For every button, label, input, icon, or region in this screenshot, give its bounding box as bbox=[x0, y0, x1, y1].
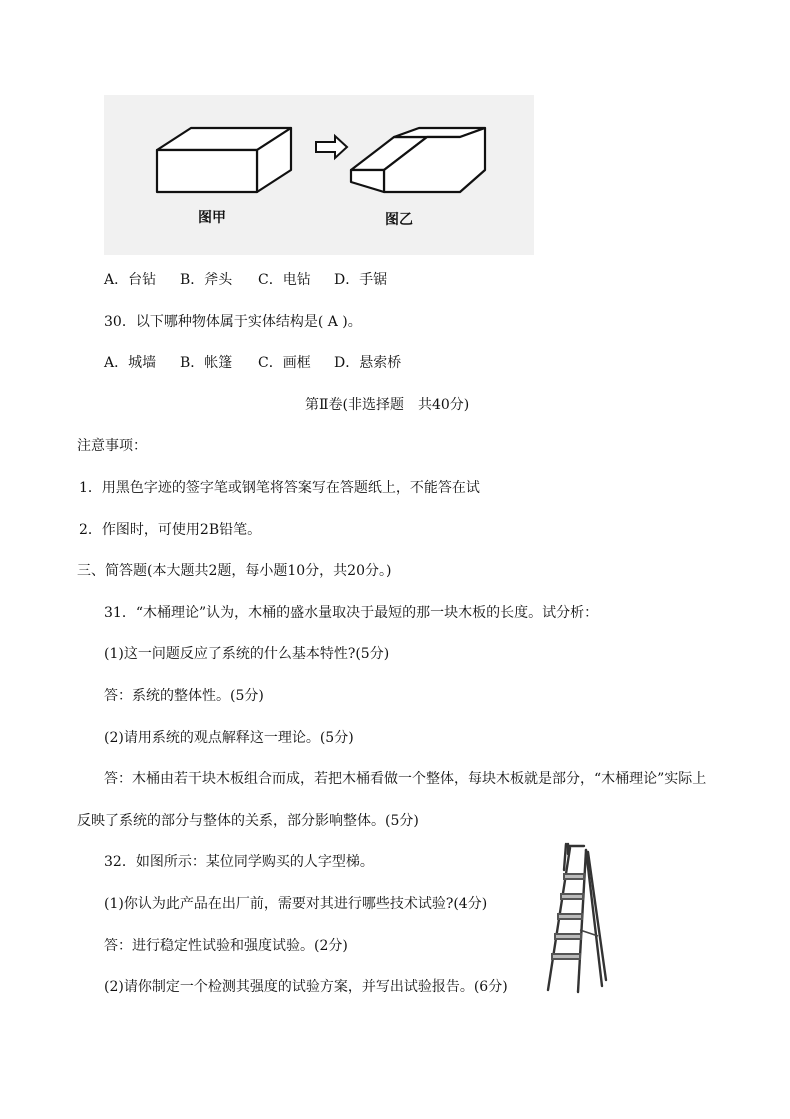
q32-sub2: (2)请你制定一个检测其强度的试验方案，并写出试验报告。(6分) bbox=[104, 979, 508, 995]
figure-b-label: 图乙 bbox=[385, 212, 413, 228]
q32-sub1: (1)你认为此产品在出厂前，需要对其进行哪些技术试验?(4分) bbox=[104, 896, 488, 912]
notice-title: 注意事项： bbox=[77, 438, 147, 454]
q30-stem: 30．以下哪种物体属于实体结构是( A )。 bbox=[104, 314, 362, 330]
q32-answer1: 答：进行稳定性试验和强度试验。(2分) bbox=[104, 938, 348, 954]
q29-options bbox=[104, 270, 387, 290]
q31-sub1: (1)这一问题反应了系统的什么基本特性?(5分) bbox=[104, 646, 390, 662]
q29-option-b: B．斧头 bbox=[180, 272, 233, 288]
q29-option-d: D．手锯 bbox=[334, 272, 388, 288]
q30-option-b: B．帐篷 bbox=[180, 355, 233, 371]
q31-answer2-line2: 反映了系统的部分与整体的关系，部分影响整体。(5分) bbox=[77, 813, 419, 829]
q31-answer1: 答：系统的整体性。(5分) bbox=[104, 688, 264, 704]
q30-options bbox=[104, 353, 401, 373]
section3-title: 三、简答题(本大题共2题，每小题10分，共20分。) bbox=[77, 563, 392, 579]
q29-option-c: C．电钻 bbox=[258, 272, 311, 288]
q30-option-d: D．悬索桥 bbox=[334, 355, 402, 371]
notice-item-1: 1．用黑色字迹的签字笔或钢笔将答案写在答题纸上，不能答在试 bbox=[79, 480, 480, 496]
figure-a-label: 图甲 bbox=[198, 210, 226, 226]
block-transform-drawing bbox=[104, 95, 534, 255]
q31-sub2: (2)请用系统的观点解释这一理论。(5分) bbox=[104, 730, 354, 746]
q30-option-c: C．画框 bbox=[258, 355, 311, 371]
part2-heading: 第Ⅱ卷(非选择题 共40分) bbox=[305, 397, 470, 413]
notice-item-2: 2．作图时，可使用2B铅笔。 bbox=[79, 522, 262, 538]
step-ladder-image bbox=[540, 840, 610, 1000]
right-arrow-icon bbox=[316, 136, 347, 158]
q31-answer2-line1: 答：木桶由若干块木板组合而成，若把木桶看做一个整体，每块木板就是部分，“木桶理论”实际上 bbox=[104, 771, 707, 787]
q29-option-a: A．台钻 bbox=[104, 272, 157, 288]
block-transform-figure bbox=[104, 95, 534, 255]
q32-stem: 32．如图所示：某位同学购买的人字型梯。 bbox=[104, 854, 374, 870]
q31-stem: 31．“木桶理论”认为，木桶的盛水量取决于最短的那一块木板的长度。试分析： bbox=[104, 605, 599, 621]
step-ladder-icon bbox=[540, 840, 610, 1000]
q30-option-a: A．城墙 bbox=[104, 355, 157, 371]
box-b-shape bbox=[351, 128, 485, 192]
box-a-shape bbox=[157, 128, 291, 192]
